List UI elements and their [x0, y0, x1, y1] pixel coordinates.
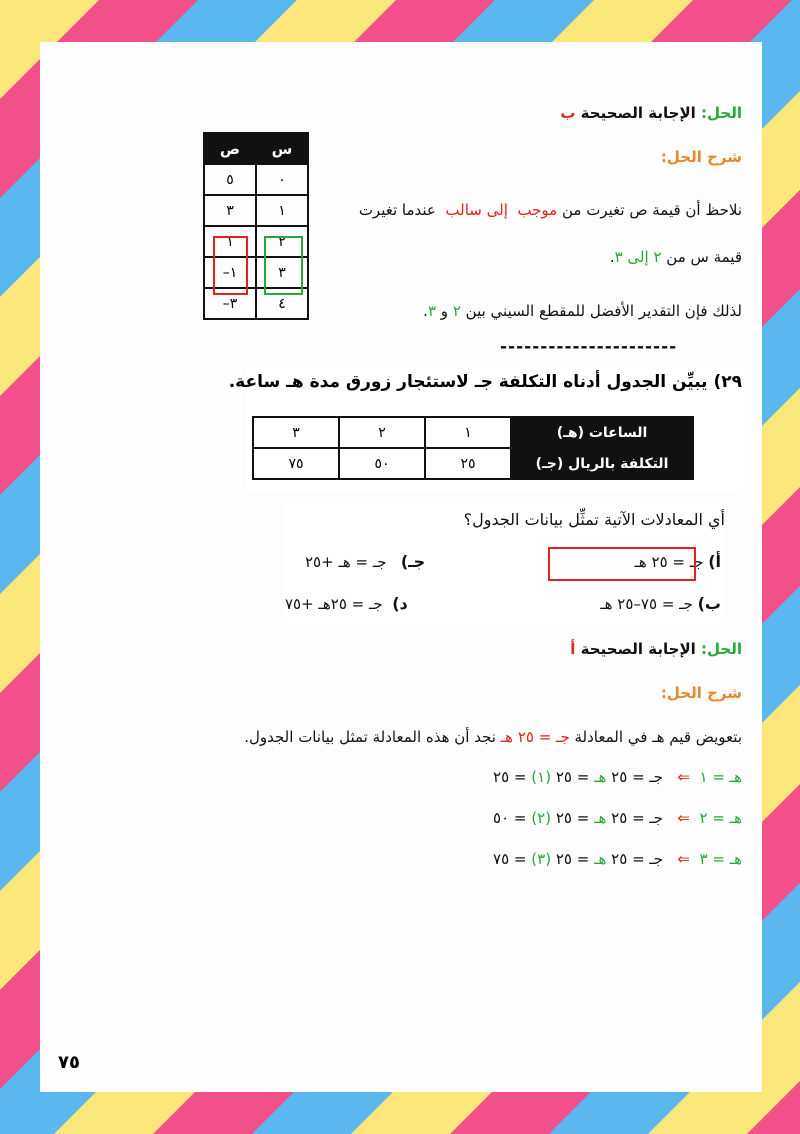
solution1-line2: [610, 248, 742, 266]
option-a-letter: أ): [708, 552, 721, 571]
header-y: ص: [204, 133, 256, 164]
intro-text-b: نجد أن هذه المعادلة تمثل بيانات الجدول.: [244, 728, 496, 746]
line3-number-2: ٢: [452, 302, 461, 320]
step-line: [493, 809, 742, 827]
cell-x: ٢: [256, 226, 308, 257]
solution1-answer-text: الإجابة الصحيحة: [580, 104, 696, 122]
solution1-line1: [359, 201, 742, 219]
page-sheet: [40, 42, 762, 1092]
option-c: [305, 552, 425, 571]
table-row: [204, 164, 308, 195]
step-eq-h: هـ: [594, 768, 607, 786]
step-eq-b: = ٢٥: [555, 809, 590, 827]
step-h-value: هـ = ٢: [699, 809, 742, 827]
step-h-value: هـ = ١: [699, 768, 742, 786]
cost-value: ٧٥: [253, 448, 339, 479]
step-h-value: هـ = ٣: [699, 850, 742, 868]
separator-line: ----------------------: [500, 337, 678, 357]
option-d-equation: جـ = ٢٥هـ +٧٥: [285, 595, 383, 613]
line3-and: و: [440, 302, 449, 320]
line2-text-a: قيمة س من: [666, 248, 742, 266]
line3-text-a: لذلك فإن التقدير الأفضل للمقطع السيني بين: [465, 302, 742, 320]
cell-y: ٥: [204, 164, 256, 195]
cell-x: ٠: [256, 164, 308, 195]
line2-text-b: .: [609, 248, 615, 266]
hours-value: ٢: [339, 417, 425, 448]
option-b: [600, 594, 721, 613]
question-number: ٢٩): [713, 372, 742, 392]
solution1-label: الحل:: [701, 104, 742, 122]
step-paren: (٣): [531, 850, 552, 868]
cost-value: ٢٥: [425, 448, 511, 479]
option-d: [285, 594, 408, 613]
cell-x: ٣: [256, 257, 308, 288]
cost-table: [252, 416, 694, 480]
intro-equation: جـ = ٢٥ هـ: [500, 728, 570, 746]
cell-y: ١: [204, 226, 256, 257]
solution2-answer-letter: أ: [570, 640, 576, 658]
correct-option-highlight: [548, 547, 696, 581]
solution2-intro: [244, 728, 742, 746]
arrow-icon: ⇐: [677, 850, 690, 868]
step-eq-h: هـ: [594, 850, 607, 868]
cell-x: ٤: [256, 288, 308, 319]
table-row: [253, 417, 693, 448]
option-a-equation: جـ = ٢٥ هـ: [634, 553, 704, 571]
step-line: [493, 768, 742, 786]
hours-value: ٣: [253, 417, 339, 448]
line3-number-3: ٣: [427, 302, 436, 320]
xy-table-header: [204, 133, 308, 164]
cost-value: ٥٠: [339, 448, 425, 479]
table-row: [204, 195, 308, 226]
solution1-answer-letter: ب: [560, 104, 576, 122]
line3-text-b: .: [423, 302, 428, 320]
step-line: [493, 850, 742, 868]
solution2-label: الحل:: [701, 640, 742, 658]
step-eq-b: = ٢٥: [555, 850, 590, 868]
option-b-equation: جـ = ٧٥–٢٥ هـ: [600, 595, 693, 613]
cell-y: ٣–: [204, 288, 256, 319]
step-result: = ٢٥: [493, 768, 527, 786]
header-x: س: [256, 133, 308, 164]
intro-text-a: بتعويض قيم هـ في المعادلة: [574, 728, 742, 746]
line1-text-b: عندما تغيرت: [358, 201, 436, 219]
solution1-answer-line: [560, 104, 742, 122]
question-text: يبيِّن الجدول أدناه التكلفة جـ لاستئجار زورق مدة هـ ساعة.: [228, 372, 708, 392]
highlight-x-range: [264, 236, 303, 295]
cost-label: التكلفة بالريال (جـ): [511, 448, 693, 479]
question-prompt: أي المعادلات الآتية تمثِّل بيانات الجدول؟: [463, 510, 725, 529]
solution2-explain-label: شرح الحل:: [660, 684, 742, 702]
option-c-equation: جـ = هـ +٢٥: [305, 553, 387, 571]
hours-label: الساعات (هـ): [511, 417, 693, 448]
solution1-explain-label: شرح الحل:: [660, 148, 742, 166]
step-paren: (٢): [531, 809, 552, 827]
option-c-letter: جـ): [400, 552, 426, 571]
question-title: [229, 372, 742, 392]
cell-y: ٣: [204, 195, 256, 226]
line1-positive: موجب: [517, 201, 558, 219]
step-eq-h: هـ: [594, 809, 607, 827]
question-block: [228, 366, 742, 491]
table-row: [253, 448, 693, 479]
hours-value: ١: [425, 417, 511, 448]
arrow-icon: ⇐: [677, 809, 690, 827]
step-eq-a: جـ = ٢٥: [611, 768, 664, 786]
line2-range: ٢ إلى ٣: [614, 248, 662, 266]
step-result: = ٥٠: [493, 809, 527, 827]
step-paren: (١): [531, 768, 552, 786]
solution2-answer-line: [570, 640, 742, 658]
page-number: ٧٥: [58, 1052, 80, 1073]
cell-x: ١: [256, 195, 308, 226]
highlight-y-sign-change: [213, 236, 248, 295]
line1-text-a: نلاحظ أن قيمة ص تغيرت من: [562, 201, 742, 219]
line1-to-negative: إلى سالب: [445, 201, 508, 219]
solution1-line3: [423, 302, 742, 320]
step-eq-b: = ٢٥: [555, 768, 590, 786]
step-eq-a: جـ = ٢٥: [611, 850, 664, 868]
step-eq-a: جـ = ٢٥: [611, 809, 664, 827]
solution2-answer-text: الإجابة الصحيحة: [580, 640, 696, 658]
step-result: = ٧٥: [493, 850, 527, 868]
option-d-letter: د): [392, 594, 408, 613]
arrow-icon: ⇐: [677, 768, 690, 786]
cell-y: ١–: [204, 257, 256, 288]
option-b-letter: ب): [697, 594, 721, 613]
